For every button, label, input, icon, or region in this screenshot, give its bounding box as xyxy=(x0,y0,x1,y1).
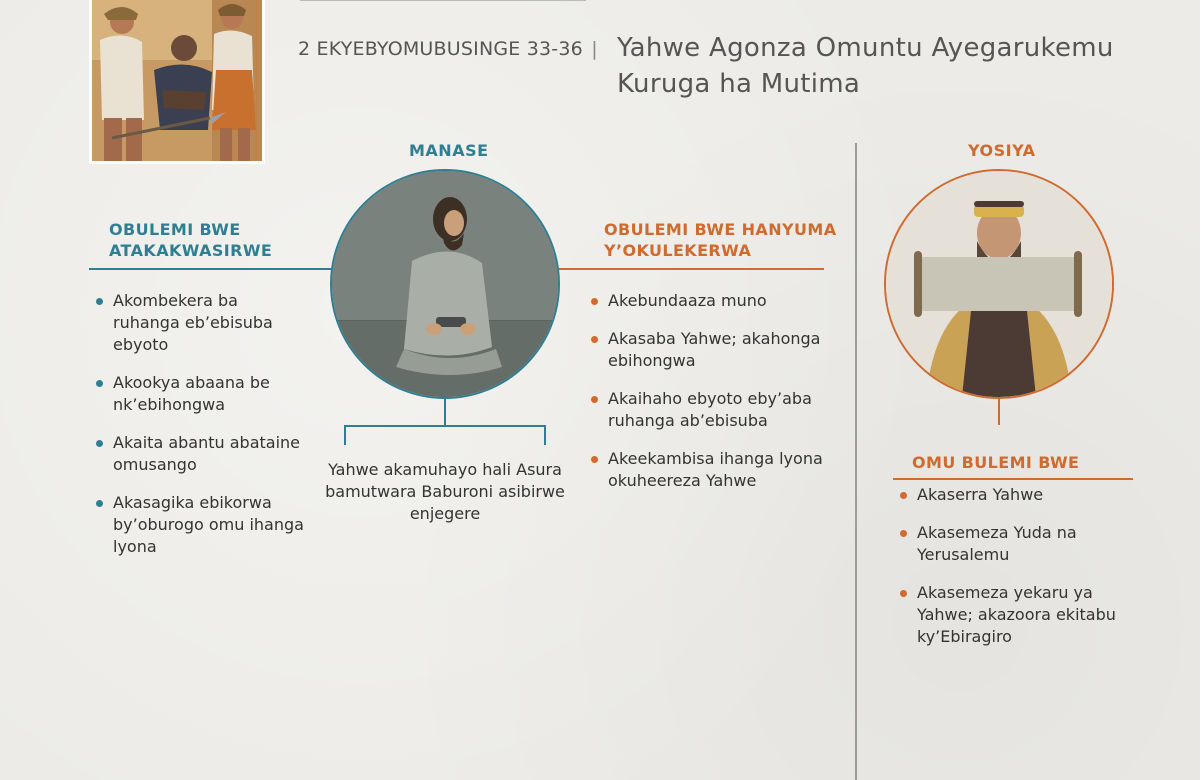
bullet-dot-icon xyxy=(96,380,103,387)
yosiya-name: YOSIYA xyxy=(968,141,1036,160)
bullet-dot-icon xyxy=(900,530,907,537)
manase-after-rule xyxy=(558,268,824,270)
list-item: Akasemeza Yuda na Yerusalemu xyxy=(898,522,1138,566)
manase-before-heading: OBULEMI BWE ATAKAKWASIRWE xyxy=(109,220,273,260)
caption-bracket xyxy=(344,425,546,427)
manase-after-list xyxy=(589,290,839,508)
bullet-dot-icon xyxy=(96,440,103,447)
bullet-dot-icon xyxy=(96,298,103,305)
yosiya-rule xyxy=(893,478,1133,480)
page-title: Yahwe Agonza Omuntu Ayegarukemu Kuruga ha Mutima xyxy=(617,33,1114,99)
caption-bracket-right xyxy=(544,425,546,445)
list-item: Akaita abantu abataine omusango xyxy=(94,432,304,476)
bullet-dot-icon xyxy=(900,590,907,597)
bullet-dot-icon xyxy=(591,456,598,463)
list-item: Akeekambisa ihanga lyona okuheereza Yahwe xyxy=(589,448,839,492)
manase-name: MANASE xyxy=(409,141,489,160)
caption-bracket-left xyxy=(344,425,346,445)
manase-after-heading: OBULEMI BWE HANYUMA Y’OKULEKERWA xyxy=(604,220,837,260)
list-item: Akebundaaza muno xyxy=(589,290,839,312)
section-divider xyxy=(855,143,857,780)
manase-portrait xyxy=(330,169,560,399)
scene-illustration xyxy=(89,0,265,164)
manase-before-rule xyxy=(89,268,331,270)
list-item: Akombekera ba ruhanga eb’ebisuba ebyoto xyxy=(94,290,304,356)
list-item: Akaihaho ebyoto eby’aba ruhanga ab’ebisuba xyxy=(589,388,839,432)
book-reference xyxy=(298,38,598,60)
manase-before-list xyxy=(94,290,304,574)
yosiya-portrait xyxy=(884,169,1114,399)
caption-stem xyxy=(444,399,446,425)
list-item: Akaserra Yahwe xyxy=(898,484,1138,506)
top-rule xyxy=(300,0,586,1)
reference-text: 2 EKYEBYOMUBUSINGE 33-36 xyxy=(298,38,583,60)
bullet-dot-icon xyxy=(900,492,907,499)
reference-separator: | xyxy=(591,38,598,60)
bullet-dot-icon xyxy=(591,336,598,343)
bullet-dot-icon xyxy=(96,500,103,507)
yosiya-list xyxy=(898,484,1138,664)
list-item: Akasagika ebikorwa by’oburogo omu ihanga lyona xyxy=(94,492,304,558)
bullet-dot-icon xyxy=(591,298,598,305)
list-item: Akasemeza yekaru ya Yahwe; akazoora ekitabu ky’Ebiragiro xyxy=(898,582,1138,648)
yosiya-stem xyxy=(998,399,1000,425)
list-item: Akasaba Yahwe; akahonga ebihongwa xyxy=(589,328,839,372)
bullet-dot-icon xyxy=(591,396,598,403)
manase-caption: Yahwe akamuhayo hali Asura bamutwara Baburoni asibirwe enjegere xyxy=(325,460,565,523)
list-item: Akookya abaana be nk’ebihongwa xyxy=(94,372,304,416)
yosiya-heading: OMU BULEMI BWE xyxy=(912,453,1080,472)
